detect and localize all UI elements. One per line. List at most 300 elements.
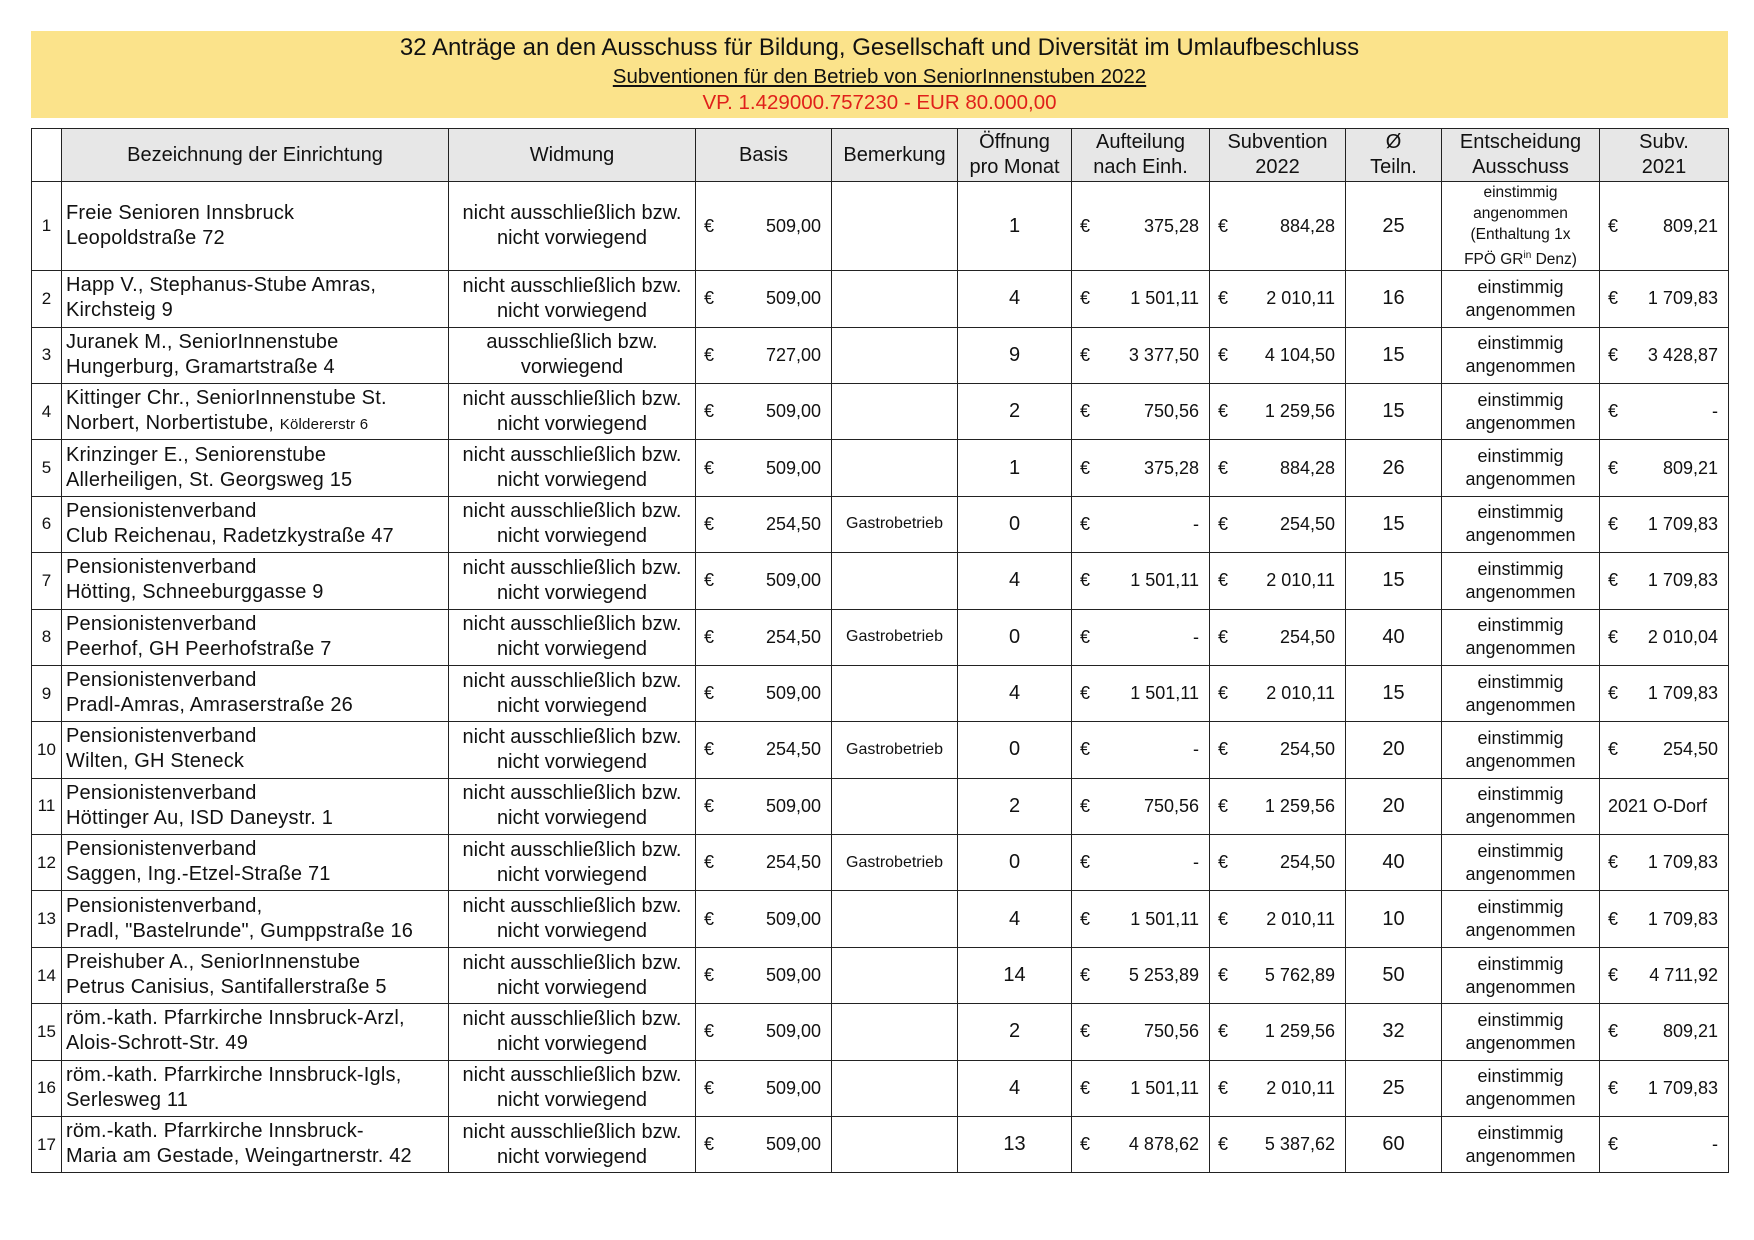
- allocation-cell-value: 1 501,11: [1130, 1077, 1199, 1098]
- euro-sign: €: [1608, 1021, 1619, 1042]
- subsidy-2022-cell: [1210, 1060, 1346, 1116]
- allocation-cell-value: 1 501,11: [1130, 908, 1199, 929]
- euro-sign: €: [1080, 570, 1091, 591]
- euro-sign: €: [704, 852, 715, 873]
- allocation-cell: [1072, 722, 1210, 778]
- allocation-cell: [1072, 553, 1210, 609]
- subsidy-2021-cell-value: 809,21: [1662, 1021, 1718, 1042]
- openings-cell: 4: [958, 1060, 1072, 1116]
- col-header-nr: [32, 129, 62, 182]
- row-number: 4: [32, 383, 62, 439]
- allocation-cell: [1072, 835, 1210, 891]
- subsidy-2022-cell: [1210, 1117, 1346, 1173]
- decision-cell: einstimmig angenommen: [1442, 609, 1600, 665]
- subsidy-2021-cell: [1600, 440, 1729, 496]
- participants-cell: 15: [1346, 665, 1442, 721]
- basis-cell-value: 254,50: [765, 626, 821, 647]
- table-row: [32, 383, 1729, 439]
- euro-sign: €: [704, 739, 715, 760]
- participants-cell: 20: [1346, 722, 1442, 778]
- allocation-cell-value: 750,56: [1143, 401, 1199, 422]
- euro-sign: €: [1608, 1134, 1619, 1155]
- euro-sign: €: [1218, 739, 1229, 760]
- institution-cell: Juranek M., SeniorInnenstube Hungerburg, Gramartstraße 4: [62, 327, 449, 383]
- openings-cell: 4: [958, 891, 1072, 947]
- remark-cell: [832, 182, 958, 271]
- decision-cell: einstimmig angenommen: [1442, 271, 1600, 327]
- euro-sign: €: [1608, 513, 1619, 534]
- openings-cell: 13: [958, 1117, 1072, 1173]
- subsidy-2021-cell: [1600, 891, 1729, 947]
- decision-cell: einstimmig angenommen: [1442, 1004, 1600, 1060]
- subsidy-2022-cell: [1210, 1004, 1346, 1060]
- euro-sign: €: [1218, 513, 1229, 534]
- subsidy-2022-cell-value: 2 010,11: [1266, 288, 1335, 309]
- euro-sign: €: [704, 1134, 715, 1155]
- allocation-cell-value: 375,28: [1143, 215, 1199, 236]
- allocation-cell: [1072, 1060, 1210, 1116]
- euro-sign: €: [704, 1077, 715, 1098]
- remark-cell: [832, 1060, 958, 1116]
- decision-cell: einstimmig angenommen: [1442, 496, 1600, 552]
- subsidy-2022-cell: [1210, 947, 1346, 1003]
- decision-cell: einstimmig angenommen: [1442, 1117, 1600, 1173]
- allocation-cell-value: -: [1193, 739, 1199, 760]
- participants-cell: 32: [1346, 1004, 1442, 1060]
- allocation-cell: [1072, 327, 1210, 383]
- widmung-cell: nicht ausschließlich bzw. nicht vorwiegend: [449, 271, 696, 327]
- participants-cell: 16: [1346, 271, 1442, 327]
- participants-cell: 26: [1346, 440, 1442, 496]
- subsidy-2022-cell: [1210, 327, 1346, 383]
- col-header-aufteilung: Aufteilung nach Einh.: [1072, 129, 1210, 182]
- widmung-cell: nicht ausschließlich bzw. nicht vorwiegend: [449, 440, 696, 496]
- institution-cell: Freie Senioren Innsbruck Leopoldstraße 72: [62, 182, 449, 271]
- euro-sign: €: [1608, 344, 1619, 365]
- participants-cell: 50: [1346, 947, 1442, 1003]
- subsidy-2022-cell: [1210, 182, 1346, 271]
- subsidy-2022-cell-value: 2 010,11: [1266, 683, 1335, 704]
- remark-cell: [832, 327, 958, 383]
- euro-sign: €: [1218, 908, 1229, 929]
- basis-cell: [696, 383, 832, 439]
- euro-sign: €: [1080, 739, 1091, 760]
- euro-sign: €: [704, 401, 715, 422]
- subsidy-2021-cell-value: 809,21: [1662, 215, 1718, 236]
- openings-cell: 1: [958, 182, 1072, 271]
- openings-cell: 4: [958, 665, 1072, 721]
- widmung-cell: nicht ausschließlich bzw. nicht vorwiegend: [449, 1117, 696, 1173]
- allocation-cell-value: 1 501,11: [1130, 570, 1199, 591]
- euro-sign: €: [1218, 344, 1229, 365]
- allocation-cell-value: 3 377,50: [1128, 344, 1199, 365]
- subsidy-2021-cell-value: 1 709,83: [1647, 570, 1718, 591]
- participants-cell: 15: [1346, 496, 1442, 552]
- subsidy-2021-cell-value: 1 709,83: [1647, 513, 1718, 534]
- remark-cell: [832, 383, 958, 439]
- decision-cell: einstimmig angenommen: [1442, 665, 1600, 721]
- allocation-cell-value: -: [1193, 513, 1199, 534]
- subsidy-2021-cell: [1600, 609, 1729, 665]
- decision-cell: einstimmig angenommen: [1442, 383, 1600, 439]
- remark-cell: [832, 1004, 958, 1060]
- euro-sign: €: [704, 908, 715, 929]
- table-row: [32, 665, 1729, 721]
- subsidy-2022-cell-value: 1 259,56: [1264, 795, 1335, 816]
- allocation-cell-value: -: [1193, 626, 1199, 647]
- institution-cell: Krinzinger E., Seniorenstube Allerheiligen, St. Georgsweg 15: [62, 440, 449, 496]
- widmung-cell: nicht ausschließlich bzw. nicht vorwiegend: [449, 947, 696, 1003]
- subsidy-2021-cell: [1600, 1117, 1729, 1173]
- decision-cell: einstimmig angenommen: [1442, 947, 1600, 1003]
- euro-sign: €: [1608, 739, 1619, 760]
- allocation-cell-value: 4 878,62: [1128, 1134, 1199, 1155]
- row-number: 15: [32, 1004, 62, 1060]
- euro-sign: €: [704, 570, 715, 591]
- row-number: 16: [32, 1060, 62, 1116]
- euro-sign: €: [1080, 1077, 1091, 1098]
- euro-sign: €: [1080, 683, 1091, 704]
- euro-sign: €: [704, 288, 715, 309]
- institution-cell: Pensionistenverband Saggen, Ing.-Etzel-Straße 71: [62, 835, 449, 891]
- basis-cell: [696, 891, 832, 947]
- decision-cell: einstimmig angenommen: [1442, 891, 1600, 947]
- subsidy-2022-cell-value: 2 010,11: [1266, 908, 1335, 929]
- subsidy-2022-cell-value: 254,50: [1279, 513, 1335, 534]
- euro-sign: €: [1080, 965, 1091, 986]
- col-header-bemerkung: Bemerkung: [832, 129, 958, 182]
- table-row: [32, 1117, 1729, 1173]
- basis-cell: [696, 1004, 832, 1060]
- allocation-cell: [1072, 778, 1210, 834]
- euro-sign: €: [1608, 852, 1619, 873]
- subsidy-2022-cell: [1210, 271, 1346, 327]
- openings-cell: 2: [958, 383, 1072, 439]
- subsidy-2021-cell: [1600, 383, 1729, 439]
- euro-sign: €: [1080, 457, 1091, 478]
- openings-cell: 1: [958, 440, 1072, 496]
- institution-cell: Pensionistenverband, Pradl, "Bastelrunde", Gumppstraße 16: [62, 891, 449, 947]
- allocation-cell: [1072, 182, 1210, 271]
- euro-sign: €: [1080, 1134, 1091, 1155]
- institution-cell: Pensionistenverband Hötting, Schneeburggasse 9: [62, 553, 449, 609]
- basis-cell: [696, 327, 832, 383]
- subsidy-2022-cell: [1210, 440, 1346, 496]
- subsidy-2021-cell: [1600, 722, 1729, 778]
- remark-cell: [832, 1117, 958, 1173]
- basis-cell: [696, 778, 832, 834]
- subsidy-2022-cell-value: 5 387,62: [1264, 1134, 1335, 1155]
- table-row: [32, 835, 1729, 891]
- widmung-cell: nicht ausschließlich bzw. nicht vorwiegend: [449, 182, 696, 271]
- basis-cell: [696, 1117, 832, 1173]
- page-title: 32 Anträge an den Ausschuss für Bildung, Gesellschaft und Diversität im Umlaufbeschluss: [399, 34, 1360, 61]
- row-number: 12: [32, 835, 62, 891]
- euro-sign: €: [704, 513, 715, 534]
- euro-sign: €: [1608, 457, 1619, 478]
- openings-cell: 4: [958, 271, 1072, 327]
- euro-sign: €: [1218, 1134, 1229, 1155]
- subsidy-table: [31, 128, 1729, 1173]
- widmung-cell: nicht ausschließlich bzw. nicht vorwiegend: [449, 609, 696, 665]
- basis-cell-value: 509,00: [765, 683, 821, 704]
- subsidy-2021-cell-value: 1 709,83: [1647, 683, 1718, 704]
- euro-sign: €: [1080, 215, 1091, 236]
- euro-sign: €: [1218, 965, 1229, 986]
- subsidy-2021-cell-value: 4 711,92: [1649, 965, 1718, 986]
- basis-cell: [696, 609, 832, 665]
- subsidy-2022-cell: [1210, 609, 1346, 665]
- openings-cell: 9: [958, 327, 1072, 383]
- allocation-cell: [1072, 665, 1210, 721]
- row-number: 1: [32, 182, 62, 271]
- table-row: [32, 1004, 1729, 1060]
- row-number: 10: [32, 722, 62, 778]
- table-row: [32, 182, 1729, 271]
- col-header-subv2021: Subv. 2021: [1600, 129, 1729, 182]
- participants-cell: 15: [1346, 553, 1442, 609]
- institution-cell: Preishuber A., SeniorInnenstube Petrus Canisius, Santifallerstraße 5: [62, 947, 449, 1003]
- remark-cell: [832, 271, 958, 327]
- subsidy-2021-cell-value: 1 709,83: [1647, 288, 1718, 309]
- euro-sign: €: [1080, 513, 1091, 534]
- euro-sign: €: [704, 215, 715, 236]
- allocation-cell: [1072, 609, 1210, 665]
- euro-sign: €: [1608, 215, 1619, 236]
- basis-cell: [696, 440, 832, 496]
- openings-cell: 14: [958, 947, 1072, 1003]
- basis-cell-value: 509,00: [765, 1134, 821, 1155]
- header-banner: [31, 31, 1728, 118]
- subsidy-2022-cell: [1210, 778, 1346, 834]
- allocation-cell-value: -: [1193, 852, 1199, 873]
- table-header-row: [32, 129, 1729, 182]
- subsidy-2022-cell-value: 5 762,89: [1264, 965, 1335, 986]
- table-row: [32, 271, 1729, 327]
- euro-sign: €: [1080, 852, 1091, 873]
- table-row: [32, 553, 1729, 609]
- euro-sign: €: [1608, 683, 1619, 704]
- subsidy-2022-cell-value: 2 010,11: [1266, 570, 1335, 591]
- allocation-cell: [1072, 440, 1210, 496]
- allocation-cell: [1072, 1117, 1210, 1173]
- basis-cell-value: 254,50: [765, 852, 821, 873]
- table-row: [32, 440, 1729, 496]
- subsidy-2021-cell: [1600, 271, 1729, 327]
- subsidy-2021-cell: [1600, 553, 1729, 609]
- basis-cell: [696, 665, 832, 721]
- allocation-cell-value: 375,28: [1143, 457, 1199, 478]
- widmung-cell: nicht ausschließlich bzw. nicht vorwiegend: [449, 722, 696, 778]
- widmung-cell: nicht ausschließlich bzw. nicht vorwiegend: [449, 1004, 696, 1060]
- col-header-name: Bezeichnung der Einrichtung: [62, 129, 449, 182]
- euro-sign: €: [704, 965, 715, 986]
- participants-cell: 10: [1346, 891, 1442, 947]
- subsidy-2022-cell: [1210, 383, 1346, 439]
- subsidy-2021-cell-value: 809,21: [1662, 457, 1718, 478]
- table-row: [32, 947, 1729, 1003]
- institution-cell: Kittinger Chr., SeniorInnenstube St. Norbert, Norbertistube, Köldererstr 6: [62, 383, 449, 439]
- subsidy-2021-cell: [1600, 496, 1729, 552]
- remark-cell: Gastrobetrieb: [832, 609, 958, 665]
- euro-sign: €: [1218, 1077, 1229, 1098]
- remark-cell: [832, 553, 958, 609]
- participants-cell: 60: [1346, 1117, 1442, 1173]
- subsidy-2021-cell-value: -: [1712, 1134, 1718, 1155]
- euro-sign: €: [1218, 795, 1229, 816]
- euro-sign: €: [1080, 795, 1091, 816]
- subsidy-2022-cell: [1210, 553, 1346, 609]
- participants-cell: 25: [1346, 1060, 1442, 1116]
- subsidy-2021-cell-value: 1 709,83: [1647, 908, 1718, 929]
- subsidy-2021-cell: [1600, 1004, 1729, 1060]
- institution-cell: röm.-kath. Pfarrkirche Innsbruck-Arzl, Alois-Schrott-Str. 49: [62, 1004, 449, 1060]
- euro-sign: €: [704, 1021, 715, 1042]
- basis-cell-value: 509,00: [765, 401, 821, 422]
- basis-cell-value: 254,50: [765, 739, 821, 760]
- basis-cell-value: 509,00: [765, 795, 821, 816]
- subsidy-2022-cell-value: 1 259,56: [1264, 1021, 1335, 1042]
- euro-sign: €: [1218, 457, 1229, 478]
- subsidy-2021-cell-value: 3 428,87: [1647, 344, 1718, 365]
- widmung-cell: nicht ausschließlich bzw. nicht vorwiegend: [449, 665, 696, 721]
- institution-cell: Happ V., Stephanus-Stube Amras, Kirchsteig 9: [62, 271, 449, 327]
- allocation-cell-value: 750,56: [1143, 1021, 1199, 1042]
- remark-cell: [832, 665, 958, 721]
- remark-cell: Gastrobetrieb: [832, 835, 958, 891]
- institution-cell: Pensionistenverband Peerhof, GH Peerhofstraße 7: [62, 609, 449, 665]
- basis-cell: [696, 182, 832, 271]
- basis-cell: [696, 947, 832, 1003]
- allocation-cell: [1072, 1004, 1210, 1060]
- subsidy-2021-cell: [1600, 1060, 1729, 1116]
- subsidy-2021-cell: 2021 O-Dorf: [1600, 778, 1729, 834]
- subsidy-2022-cell: [1210, 835, 1346, 891]
- institution-cell: Pensionistenverband Club Reichenau, Radetzkystraße 47: [62, 496, 449, 552]
- institution-cell: Pensionistenverband Pradl-Amras, Amraserstraße 26: [62, 665, 449, 721]
- col-header-subvention: Subvention 2022: [1210, 129, 1346, 182]
- row-number: 3: [32, 327, 62, 383]
- row-number: 14: [32, 947, 62, 1003]
- widmung-cell: nicht ausschließlich bzw. nicht vorwiegend: [449, 553, 696, 609]
- budget-line: VP. 1.429000.757230 - EUR 80.000,00: [702, 91, 1057, 114]
- widmung-cell: ausschließlich bzw. vorwiegend: [449, 327, 696, 383]
- participants-cell: 15: [1346, 327, 1442, 383]
- allocation-cell: [1072, 271, 1210, 327]
- basis-cell: [696, 271, 832, 327]
- basis-cell-value: 509,00: [765, 288, 821, 309]
- page-subtitle: Subventionen für den Betrieb von SeniorInnenstuben 2022: [612, 65, 1147, 88]
- institution-cell: Pensionistenverband Wilten, GH Steneck: [62, 722, 449, 778]
- row-number: 9: [32, 665, 62, 721]
- basis-cell-value: 509,00: [765, 908, 821, 929]
- participants-cell: 25: [1346, 182, 1442, 271]
- euro-sign: €: [1608, 288, 1619, 309]
- remark-cell: [832, 440, 958, 496]
- table-body: [32, 182, 1729, 1173]
- euro-sign: €: [1080, 401, 1091, 422]
- allocation-cell: [1072, 383, 1210, 439]
- openings-cell: 0: [958, 496, 1072, 552]
- euro-sign: €: [1608, 626, 1619, 647]
- euro-sign: €: [704, 457, 715, 478]
- euro-sign: €: [704, 344, 715, 365]
- basis-cell: [696, 722, 832, 778]
- basis-cell-value: 509,00: [765, 965, 821, 986]
- allocation-cell-value: 1 501,11: [1130, 288, 1199, 309]
- widmung-cell: nicht ausschließlich bzw. nicht vorwiegend: [449, 778, 696, 834]
- remark-cell: Gastrobetrieb: [832, 496, 958, 552]
- openings-cell: 0: [958, 609, 1072, 665]
- euro-sign: €: [1218, 215, 1229, 236]
- subsidy-2021-cell: [1600, 665, 1729, 721]
- institution-cell: Pensionistenverband Höttinger Au, ISD Daneystr. 1: [62, 778, 449, 834]
- decision-cell: einstimmig angenommen: [1442, 722, 1600, 778]
- openings-cell: 2: [958, 778, 1072, 834]
- allocation-cell: [1072, 947, 1210, 1003]
- col-header-teiln: Ø Teiln.: [1346, 129, 1442, 182]
- euro-sign: €: [704, 795, 715, 816]
- col-header-basis: Basis: [696, 129, 832, 182]
- table-row: [32, 1060, 1729, 1116]
- basis-cell-value: 254,50: [765, 513, 821, 534]
- euro-sign: €: [1080, 908, 1091, 929]
- col-header-widmung: Widmung: [449, 129, 696, 182]
- subsidy-2021-cell: [1600, 182, 1729, 271]
- row-number: 17: [32, 1117, 62, 1173]
- euro-sign: €: [1080, 344, 1091, 365]
- subsidy-2022-cell-value: 884,28: [1279, 457, 1335, 478]
- subsidy-2022-cell: [1210, 665, 1346, 721]
- table-row: [32, 327, 1729, 383]
- openings-cell: 0: [958, 722, 1072, 778]
- basis-cell: [696, 1060, 832, 1116]
- euro-sign: €: [704, 683, 715, 704]
- participants-cell: 20: [1346, 778, 1442, 834]
- euro-sign: €: [1218, 852, 1229, 873]
- widmung-cell: nicht ausschließlich bzw. nicht vorwiegend: [449, 383, 696, 439]
- subsidy-2022-cell: [1210, 722, 1346, 778]
- euro-sign: €: [1218, 401, 1229, 422]
- allocation-cell: [1072, 891, 1210, 947]
- participants-cell: 40: [1346, 609, 1442, 665]
- openings-cell: 4: [958, 553, 1072, 609]
- euro-sign: €: [1218, 570, 1229, 591]
- euro-sign: €: [1608, 401, 1619, 422]
- widmung-cell: nicht ausschließlich bzw. nicht vorwiegend: [449, 496, 696, 552]
- subsidy-2022-cell-value: 254,50: [1279, 739, 1335, 760]
- institution-cell: röm.-kath. Pfarrkirche Innsbruck- Maria am Gestade, Weingartnerstr. 42: [62, 1117, 449, 1173]
- widmung-cell: nicht ausschließlich bzw. nicht vorwiegend: [449, 835, 696, 891]
- allocation-cell-value: 5 253,89: [1128, 965, 1199, 986]
- euro-sign: €: [1608, 965, 1619, 986]
- euro-sign: €: [1608, 1077, 1619, 1098]
- subsidy-2022-cell-value: 254,50: [1279, 626, 1335, 647]
- basis-cell-value: 509,00: [765, 1021, 821, 1042]
- euro-sign: €: [1608, 570, 1619, 591]
- subsidy-2021-cell: [1600, 835, 1729, 891]
- euro-sign: €: [1080, 1021, 1091, 1042]
- subsidy-2021-cell: [1600, 947, 1729, 1003]
- decision-cell: einstimmig angenommen (Enthaltung 1x FPÖ $GR^{in}$ Denz): [1442, 182, 1600, 271]
- subsidy-2022-cell-value: 1 259,56: [1264, 401, 1335, 422]
- row-number: 5: [32, 440, 62, 496]
- decision-cell: einstimmig angenommen: [1442, 1060, 1600, 1116]
- euro-sign: €: [1218, 683, 1229, 704]
- subsidy-2021-cell-value: 1 709,83: [1647, 1077, 1718, 1098]
- widmung-cell: nicht ausschließlich bzw. nicht vorwiegend: [449, 1060, 696, 1116]
- openings-cell: 0: [958, 835, 1072, 891]
